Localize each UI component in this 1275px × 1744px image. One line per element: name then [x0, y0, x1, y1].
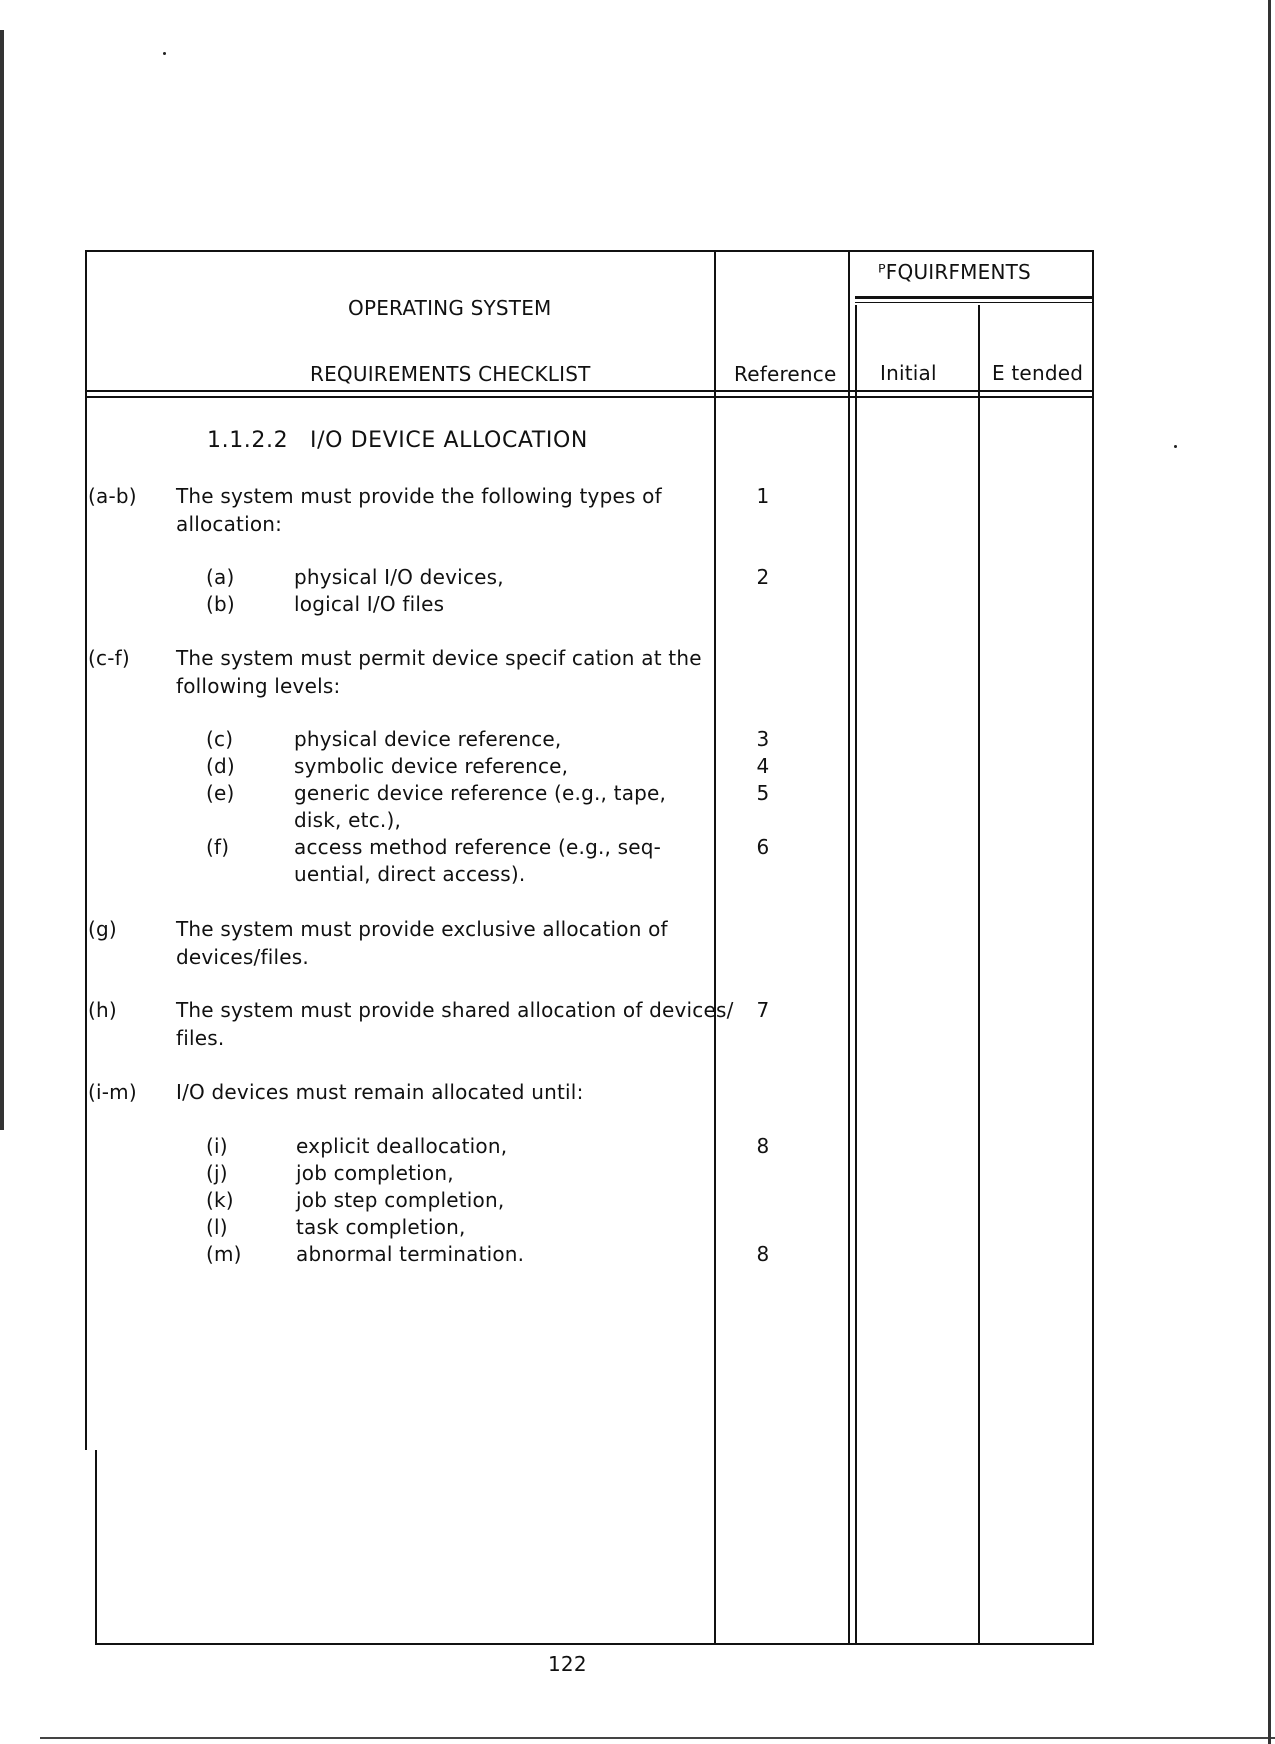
item-label: (c-f) [88, 646, 130, 670]
table-left-border [85, 250, 87, 1450]
item-reference: 3 [756, 727, 770, 751]
subitem-text: access method reference (e.g., seq- [294, 835, 662, 859]
subitem-label: (f) [206, 835, 230, 859]
subitem-text: physical device reference, [294, 727, 562, 751]
header-rule-2 [85, 396, 1093, 398]
item-reference: 4 [756, 754, 770, 778]
header-rule-1 [85, 390, 1093, 392]
subitem-text: disk, etc.), [294, 808, 402, 832]
item-text: The system must provide the following types of [176, 484, 662, 508]
initial-extended-divider [978, 305, 980, 1645]
table-bottom-border [95, 1643, 1093, 1645]
item-label: (g) [88, 917, 117, 941]
subitem-label: (l) [206, 1215, 228, 1239]
item-reference: 8 [756, 1242, 770, 1266]
item-label: (i-m) [88, 1080, 137, 1104]
subitem-text: symbolic device reference, [294, 754, 569, 778]
subitem-text: logical I/O files [294, 592, 445, 616]
subitem-label: (c) [206, 727, 234, 751]
item-reference: 1 [756, 484, 770, 508]
subitem-text: job completion, [296, 1161, 454, 1185]
requirements-divider-outer [848, 250, 850, 1645]
item-text: allocation: [176, 512, 283, 536]
speck [163, 52, 166, 55]
item-label: (a-b) [88, 484, 137, 508]
subitem-text: uential, direct access). [294, 862, 526, 886]
item-text: The system must permit device specif cation at the [176, 646, 702, 670]
header-extended: E tended [992, 361, 1084, 385]
subitem-label: (b) [206, 592, 235, 616]
item-reference: 6 [756, 835, 770, 859]
speck [1174, 445, 1177, 448]
subitem-label: (d) [206, 754, 235, 778]
page-number: 122 [548, 1652, 587, 1676]
header-requirements: ᴾFQUIRFMENTS [878, 260, 1031, 284]
requirements-subheader-line [855, 296, 1093, 299]
item-reference: 5 [756, 781, 770, 805]
header-reference: Reference [734, 362, 837, 386]
table-top-border [85, 250, 1093, 252]
item-text: files. [176, 1026, 225, 1050]
subitem-label: (i) [206, 1134, 228, 1158]
subitem-text: explicit deallocation, [296, 1134, 508, 1158]
scan-right-edge [1268, 0, 1271, 1744]
subitem-text: physical I/O devices, [294, 565, 504, 589]
subitem-label: (m) [206, 1242, 242, 1266]
subitem-label: (e) [206, 781, 235, 805]
item-reference: 8 [756, 1134, 770, 1158]
requirements-subheader-line-2 [855, 302, 1093, 303]
item-text: I/O devices must remain allocated until: [176, 1080, 584, 1104]
item-text: devices/files. [176, 945, 309, 969]
subitem-label: (a) [206, 565, 235, 589]
item-text: The system must provide exclusive allocation of [176, 917, 668, 941]
subitem-text: generic device reference (e.g., tape, [294, 781, 667, 805]
requirements-divider-inner [855, 305, 857, 1645]
item-text: The system must provide shared allocation of devices/ [176, 998, 734, 1022]
item-reference: 7 [756, 998, 770, 1022]
scan-left-edge [0, 30, 4, 1130]
item-reference: 2 [756, 565, 770, 589]
subitem-label: (k) [206, 1188, 234, 1212]
reference-column-divider [714, 250, 716, 1645]
subitem-text: task completion, [296, 1215, 466, 1239]
table-right-border [1092, 250, 1094, 1645]
item-label: (h) [88, 998, 117, 1022]
section-title: I/O DEVICE ALLOCATION [310, 428, 588, 453]
item-text: following levels: [176, 674, 341, 698]
subitem-text: abnormal termination. [296, 1242, 525, 1266]
header-title-line1: OPERATING SYSTEM [348, 296, 552, 320]
subitem-text: job step completion, [296, 1188, 505, 1212]
header-title-line2: REQUIREMENTS CHECKLIST [310, 362, 591, 386]
section-number: 1.1.2.2 [207, 428, 289, 453]
subitem-label: (j) [206, 1161, 228, 1185]
table-left-border-lower [95, 1450, 97, 1645]
scan-bottom-edge [40, 1737, 1275, 1739]
header-initial: Initial [880, 361, 937, 385]
